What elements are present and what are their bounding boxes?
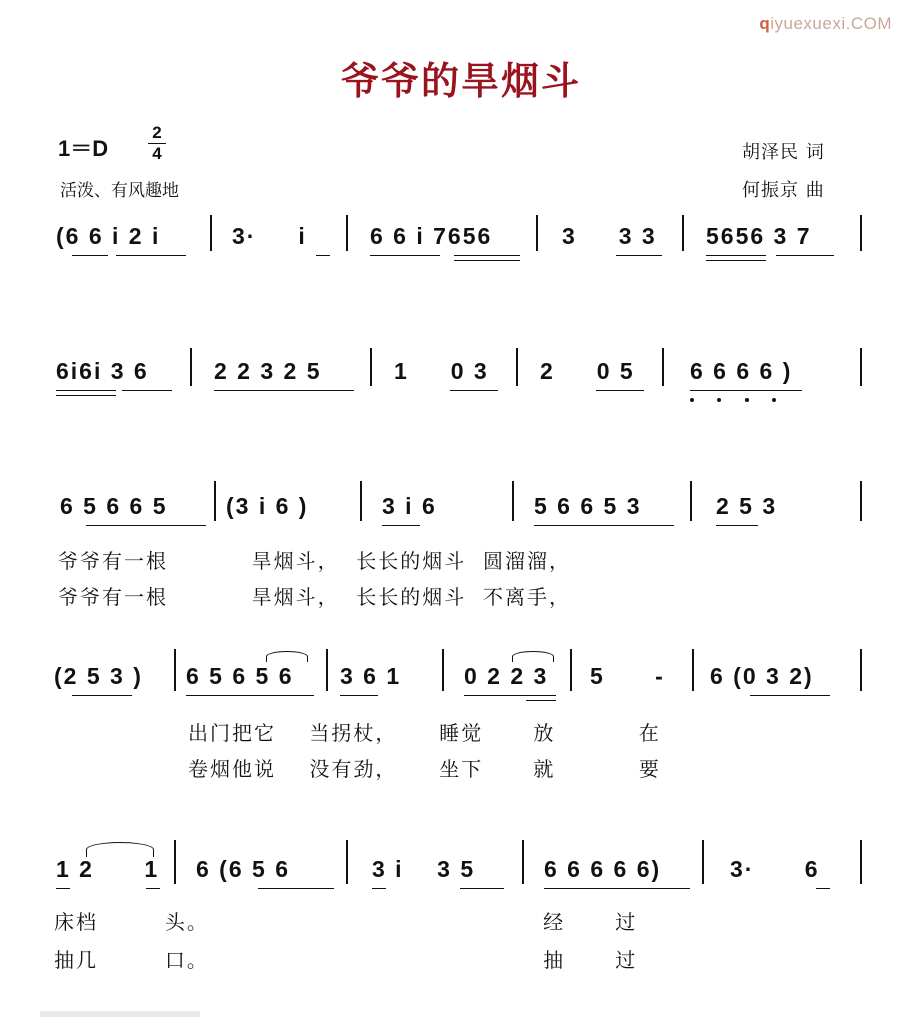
barline: [174, 840, 176, 884]
composer-credit: 何振京 曲: [742, 180, 825, 201]
score-line-3: [50, 495, 870, 615]
underline: [544, 888, 690, 889]
notes-line-1-display: (6 6 i 2 i: [56, 223, 161, 249]
notes-measure: 1 2 1: [56, 856, 160, 882]
barline: [210, 215, 212, 251]
barline: [662, 348, 664, 386]
barline: [692, 649, 694, 691]
lyrics-verse-1: 出门把它 当拐杖， 睡觉 放 在: [188, 721, 661, 745]
underline: [750, 695, 830, 696]
notes-measure: 3 6 1: [340, 663, 402, 689]
underline: [776, 255, 834, 256]
barline: [360, 481, 362, 521]
barline: [536, 215, 538, 251]
notes-measure: 6 (0 3 2): [710, 663, 814, 689]
underline: [316, 255, 330, 256]
underline: [596, 390, 644, 391]
scan-edge: [40, 1011, 200, 1017]
underline: [258, 888, 334, 889]
notes-measure: 3 3 3: [562, 223, 657, 249]
underline: [56, 888, 70, 889]
notes-measure: 3· i: [232, 223, 307, 249]
site-watermark: [759, 14, 892, 34]
barline: [326, 649, 328, 691]
barline: [702, 840, 704, 884]
barline: [346, 840, 348, 884]
underline: [706, 260, 766, 261]
notes-measure: 5656 3 7: [706, 223, 812, 249]
underline: [116, 255, 186, 256]
notes-measure: 6i6i 3 6: [56, 358, 149, 384]
barline: [190, 348, 192, 386]
barline: [214, 481, 216, 521]
barline: [860, 481, 862, 521]
notes-measure: 6 (6 5 6: [196, 856, 290, 882]
notes-measure: 2 2 3 2 5: [214, 358, 322, 384]
barline: [370, 348, 372, 386]
underline: [56, 395, 116, 396]
barline: [570, 649, 572, 691]
barline: [516, 348, 518, 386]
barline: [860, 649, 862, 691]
notes-measure: 6 6 i 7656: [370, 223, 493, 249]
barline: [860, 348, 862, 386]
underline: [706, 255, 766, 256]
note-dot: [745, 398, 749, 402]
barline: [860, 215, 862, 251]
notes-measure: 3 i 3 5: [372, 856, 476, 882]
lyrics-verse-2: 卷烟他说 没有劲， 坐下 就 要: [188, 757, 661, 781]
underline: [122, 390, 172, 391]
underline: [382, 525, 420, 526]
notes-measure: 6 6 6 6 ): [690, 358, 793, 384]
key-signature: 1＝D: [58, 136, 109, 161]
underline: [86, 525, 206, 526]
underline: [526, 700, 556, 701]
notes-measure: 2 5 3: [716, 493, 778, 519]
watermark-q: q: [759, 14, 771, 33]
score-line-5: [50, 858, 870, 978]
lyrics-verse-1: 床档 头。 经 过: [54, 910, 638, 934]
note-dot: [772, 398, 776, 402]
underline: [690, 390, 802, 391]
slur: [266, 651, 308, 662]
tempo-marking: 活泼、有风趣地: [60, 181, 179, 201]
barline: [512, 481, 514, 521]
underline: [534, 525, 674, 526]
notes-measure: 3 i 6: [382, 493, 437, 519]
notes-measure: 2 0 5: [540, 358, 635, 384]
lyrics-verse-2: 爷爷有一根 旱烟斗， 长长的烟斗 不离手，: [58, 585, 572, 609]
score-line-2: [50, 360, 870, 410]
slur: [512, 651, 554, 662]
note-dot: [717, 398, 721, 402]
underline: [186, 695, 314, 696]
page-title: 爷爷的旱烟斗: [340, 58, 581, 103]
notes-measure: (3 i 6 ): [226, 493, 309, 519]
time-signature-bottom: 4: [152, 144, 162, 163]
notes-measure: 6 5 6 5 6: [186, 663, 294, 689]
underline: [716, 525, 758, 526]
score-line-1: [50, 225, 870, 275]
barline: [442, 649, 444, 691]
underline: [370, 255, 440, 256]
watermark-text: iyuexuexi.COM: [770, 14, 892, 33]
barline: [174, 649, 176, 691]
underline: [450, 390, 498, 391]
underline: [454, 260, 520, 261]
lyrics-verse-2: 抽几 口。 抽 过: [54, 948, 638, 972]
underline: [460, 888, 504, 889]
slur: [86, 842, 154, 857]
time-signature-top: 2: [152, 123, 162, 142]
underline: [340, 695, 378, 696]
underline: [454, 255, 520, 256]
notes-measure: (2 5 3 ): [54, 663, 143, 689]
barline: [346, 215, 348, 251]
underline: [146, 888, 160, 889]
underline: [616, 255, 662, 256]
note-dot: [690, 398, 694, 402]
barline: [522, 840, 524, 884]
lyricist-credit: 胡泽民 词: [742, 142, 825, 163]
underline: [72, 695, 132, 696]
notes-measure: 6 6 6 6 6): [544, 856, 662, 882]
underline: [56, 390, 116, 391]
notes-measure: 1 0 3: [394, 358, 489, 384]
notes-measure: 0 2 2 3: [464, 663, 549, 689]
barline: [860, 840, 862, 884]
barline: [690, 481, 692, 521]
barline: [682, 215, 684, 251]
underline: [464, 695, 556, 696]
underline: [372, 888, 386, 889]
notes-measure: 5 6 6 5 3: [534, 493, 642, 519]
notes-measure: 5 -: [590, 663, 665, 689]
time-signature: [148, 124, 166, 163]
underline: [816, 888, 830, 889]
notes-measure: 6 5 6 6 5: [60, 493, 168, 519]
underline: [214, 390, 354, 391]
lyrics-verse-1: 爷爷有一根 旱烟斗， 长长的烟斗 圆溜溜，: [58, 549, 572, 573]
score-line-4: [50, 665, 870, 785]
underline: [72, 255, 108, 256]
notes-measure: 3· 6: [730, 856, 820, 882]
